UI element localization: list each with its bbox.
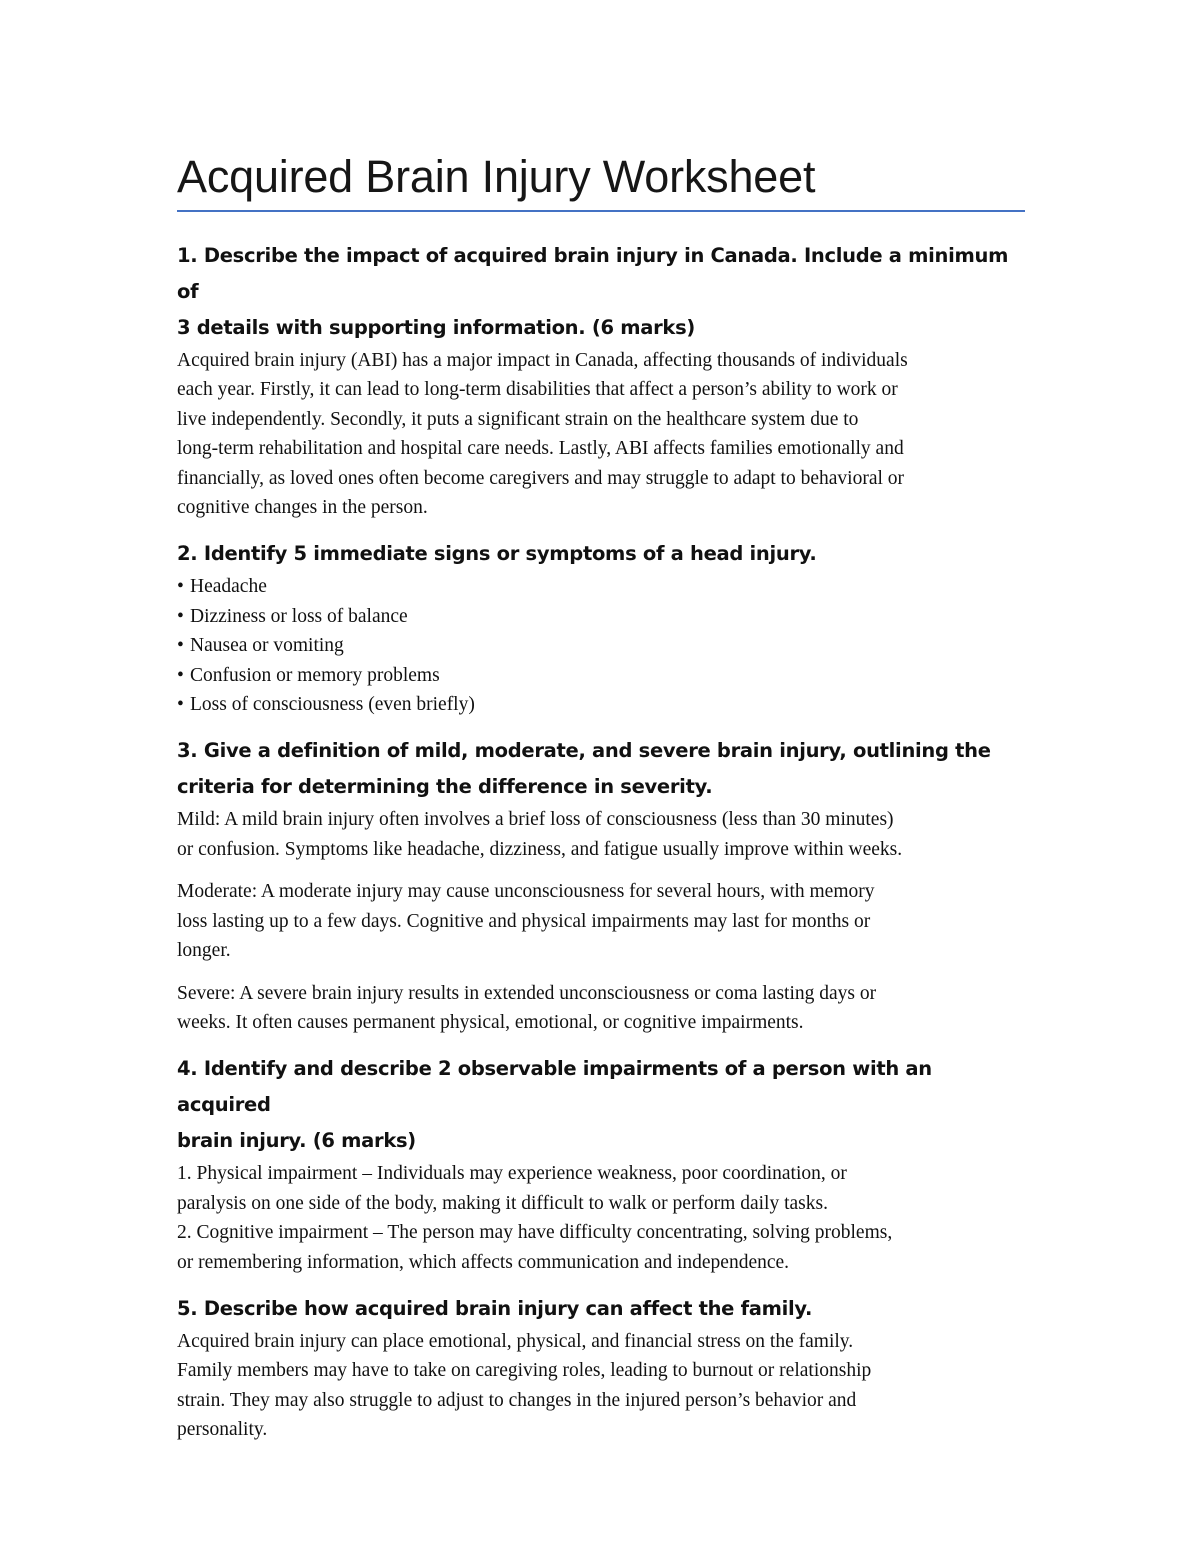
answer-line: Severe: A severe brain injury results in extended unconsciousness or coma lasting days or [177,982,877,1004]
list-item-text: Confusion or memory problems [190,664,440,686]
list-item [177,572,1025,601]
question-line: 3 details with supporting information. (6 marks) [177,316,696,339]
answer-line: or confusion. Symptoms like headache, dizziness, and fatigue usually improve within weeks. [177,838,903,860]
answer-line: each year. Firstly, it can lead to long-term disabilities that affect a person’s ability to work or [177,379,898,401]
bullet-icon: • [177,605,184,627]
list-item [177,690,1025,719]
answer-line: financially, as loved ones often become caregivers and may struggle to adapt to behavioral or [177,467,905,489]
question-5 [177,1291,1025,1327]
answer-line: live independently. Secondly, it puts a significant strain on the healthcare system due to [177,408,859,430]
question-4 [177,1051,1025,1159]
bullet-icon: • [177,664,184,686]
list-item-text: Loss of consciousness (even briefly) [190,694,475,716]
section-2 [177,536,1025,719]
answer-moderate [177,877,1025,965]
answer-line: Moderate: A moderate injury may cause unconsciousness for several hours, with memory [177,881,875,903]
bullet-icon: • [177,694,184,716]
list-item [177,631,1025,660]
question-line: criteria for determining the difference in severity. [177,775,713,799]
list-item-text: Nausea or vomiting [190,635,344,657]
bullet-icon: • [177,576,184,598]
answer-mild [177,805,1025,864]
answer-line: paralysis on one side of the body, making it difficult to walk or perform daily tasks. [177,1192,828,1214]
answer-line: weeks. It often causes permanent physical, emotional, or cognitive impairments. [177,1011,804,1033]
question-1 [177,238,1025,346]
list-item-text: Dizziness or loss of balance [190,605,408,627]
answer-5 [177,1327,1025,1445]
answer-line: 2. Cognitive impairment – The person may have difficulty concentrating, solving problems, [177,1222,893,1244]
bullet-icon: • [177,635,184,657]
answer-line: Acquired brain injury can place emotional, physical, and financial stress on the family. [177,1330,854,1352]
question-line: 1. Describe the impact of acquired brain injury in Canada. Include a minimum of [177,244,1009,303]
answer-severe [177,979,1025,1038]
section-5 [177,1291,1025,1445]
document-title: Acquired Brain Injury Worksheet [177,150,1025,212]
list-item [177,602,1025,631]
answer-line: long-term rehabilitation and hospital care needs. Lastly, ABI affects families emotionally and [177,438,904,460]
answer-4 [177,1159,1025,1277]
answer-line: 1. Physical impairment – Individuals may experience weakness, poor coordination, or [177,1163,847,1185]
answer-line: Acquired brain injury (ABI) has a major impact in Canada, affecting thousands of individuals [177,350,908,371]
answer-line: personality. [177,1419,268,1441]
question-line: 4. Identify and describe 2 observable impairments of a person with an acquired [177,1057,932,1117]
answer-line: loss lasting up to a few days. Cognitive and physical impairments may last for months or [177,910,871,932]
answer-line: longer. [177,940,231,962]
answer-line: Mild: A mild brain injury often involves a brief loss of consciousness (less than 30 minutes) [177,809,894,831]
answer-line: strain. They may also struggle to adjust to changes in the injured person’s behavior and [177,1389,857,1411]
section-3 [177,733,1025,1037]
question-line: 3. Give a definition of mild, moderate, and severe brain injury, outlining the [177,739,991,763]
question-3 [177,733,1025,805]
symptom-list [177,572,1025,719]
question-2 [177,536,1025,572]
answer-line: or remembering information, which affects communication and independence. [177,1251,790,1273]
section-4 [177,1051,1025,1277]
question-line: 2. Identify 5 immediate signs or symptoms of a head injury. [177,542,817,566]
question-line: brain injury. (6 marks) [177,1129,416,1153]
answer-line: cognitive changes in the person. [177,497,428,519]
answer-1 [177,346,1025,522]
answer-line: Family members may have to take on caregiving roles, leading to burnout or relationship [177,1360,872,1382]
list-item [177,661,1025,690]
worksheet-page [177,150,1025,1445]
question-line: 5. Describe how acquired brain injury can affect the family. [177,1296,813,1320]
list-item-text: Headache [190,576,267,598]
section-1 [177,238,1025,522]
